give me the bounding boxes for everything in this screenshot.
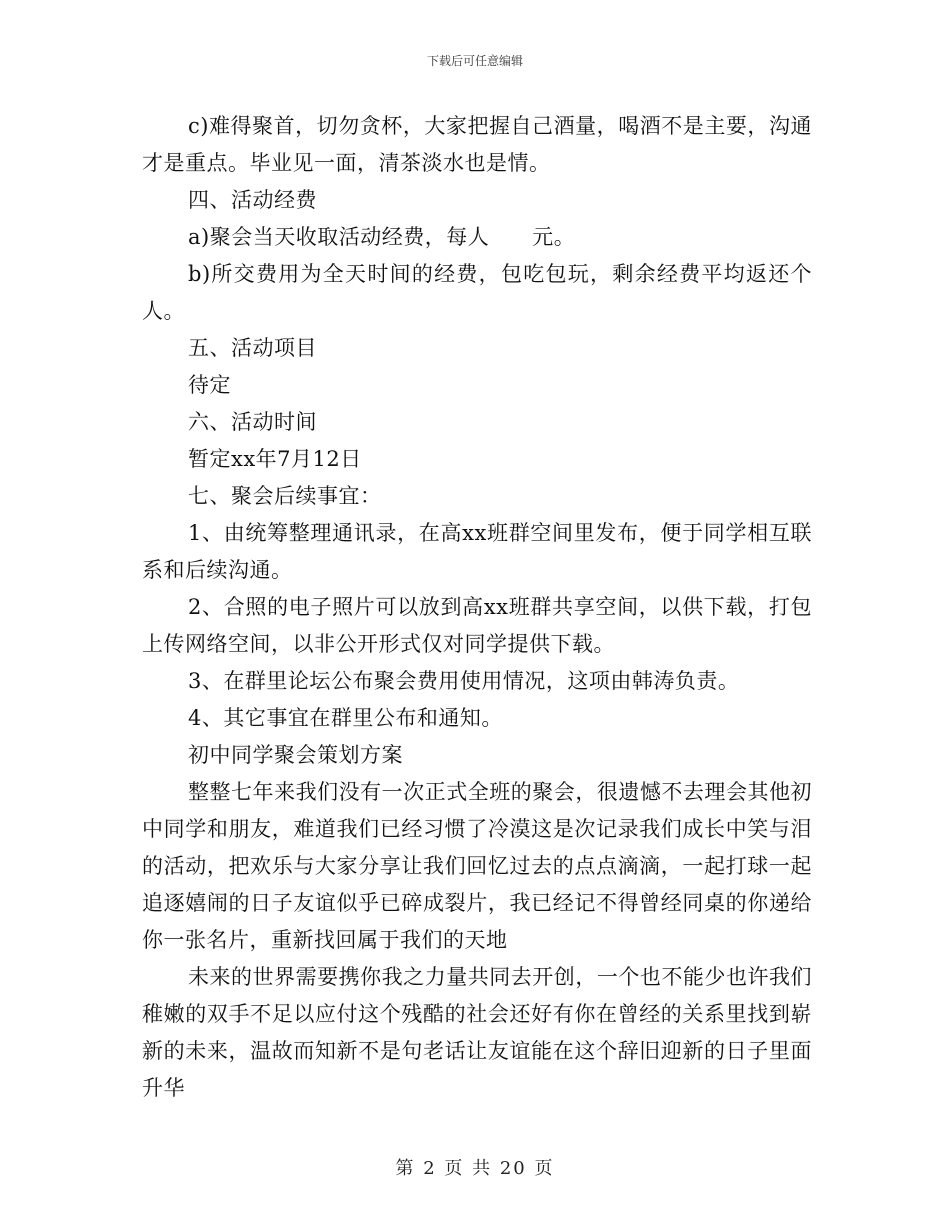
paragraph-activities: 待定 bbox=[188, 373, 231, 397]
paragraph-followup-1: 1、由统筹整理通讯录，在高xx班群空间里发布，便于同学相互联系和后续沟通。 bbox=[142, 521, 812, 582]
section-heading-followup: 七、聚会后续事宜： bbox=[188, 484, 382, 508]
section-heading-funding: 四、活动经费 bbox=[188, 188, 317, 212]
page-number: 第 2 页 共 20 页 bbox=[395, 1158, 555, 1179]
document-subtitle: 初中同学聚会策划方案 bbox=[188, 743, 403, 767]
section-heading-time: 六、活动时间 bbox=[188, 410, 317, 434]
paragraph-followup-4: 4、其它事宜在群里公布和通知。 bbox=[188, 706, 503, 730]
paragraph-time: 暂定xx年7月12日 bbox=[188, 447, 362, 471]
paragraph-followup-2: 2、合照的电子照片可以放到高xx班群共享空间，以供下载，打包上传网络空间，以非公开形式仅对同学提供下载。 bbox=[142, 595, 812, 656]
paragraph-funding-b: b)所交费用为全天时间的经费，包吃包玩，剩余经费平均返还个人。 bbox=[142, 262, 812, 323]
document-body bbox=[142, 108, 812, 1107]
section-heading-activities: 五、活动项目 bbox=[188, 336, 317, 360]
paragraph-funding-a: a)聚会当天收取活动经费，每人 元。 bbox=[188, 225, 576, 249]
page-header: 下载后可任意编辑 bbox=[426, 54, 523, 68]
paragraph-drinking-note: c)难得聚首，切勿贪杯，大家把握自己酒量，喝酒不是主要，沟通才是重点。毕业见一面，清茶淡水也是情。 bbox=[142, 114, 812, 175]
paragraph-intro: 整整七年来我们没有一次正式全班的聚会，很遗憾不去理会其他初中同学和朋友，难道我们已经习惯了冷漠这是次记录我们成长中笑与泪的活动，把欢乐与大家分享让我们回忆过去的点点滴滴，一起打球一起追逐嬉闹的日子友谊似乎已碎成裂片，我已经记不得曾经同桌的你递给你一张名片，重新找回属于我们的天地 bbox=[142, 780, 812, 952]
paragraph-future: 未来的世界需要携你我之力量共同去开创，一个也不能少也许我们稚嫩的双手不足以应付这个残酷的社会还好有你在曾经的关系里找到崭新的未来，温故而知新不是句老话让友谊能在这个辞旧迎新的日子里面升华 bbox=[142, 965, 812, 1100]
paragraph-followup-3: 3、在群里论坛公布聚会费用使用情况，这项由韩涛负责。 bbox=[188, 669, 740, 693]
